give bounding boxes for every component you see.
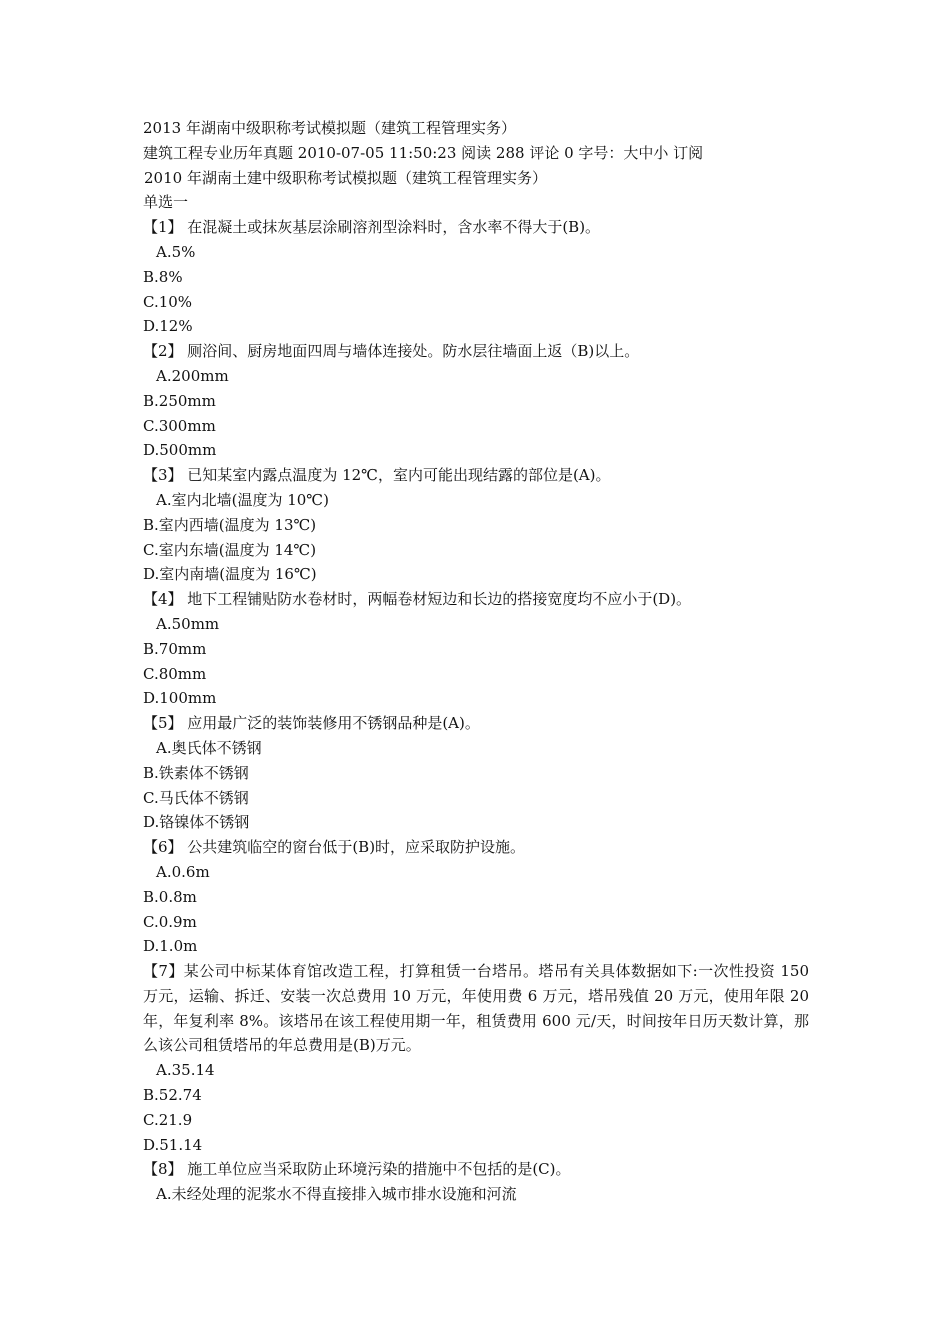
question-2-option-b: B.250mm [143,391,216,410]
question-7-option-d: D.51.14 [143,1135,203,1154]
question-6-option-a: A.0.6m [156,862,210,881]
document-subtitle: 2010 年湖南土建中级职称考试模拟题（建筑工程管理实务） [144,168,547,187]
question-6-option-c: C.0.9m [143,912,197,931]
question-3-option-c: C.室内东墙(温度为 14℃) [143,540,317,559]
question-1-option-b: B.8% [143,267,183,286]
document-title: 2013 年湖南中级职称考试模拟题（建筑工程管理实务） [143,119,516,137]
question-2-option-c: C.300mm [143,416,216,435]
question-7-option-a: A.35.14 [156,1061,215,1080]
question-stem-7: 【7】某公司中标某体育馆改造工程，打算租赁一台塔吊。塔吊有关具体数据如下:一次性投资 150 万元，运输、拆迁、安装一次总费用 10 万元，年使用费 6 万元，塔吊残值 20 万元，使用年限 20 年，年复利率 8%。该塔吊在该工程使用期一年，租赁费用 600 元/天，时间按年日历天数计算，那么该公司租赁塔吊的年总费用是(B)万元。 [143,962,809,1055]
question-8-option-a: A.未经处理的泥浆水不得直接排入城市排水设施和河流 [156,1185,517,1204]
question-stem-3: 【3】 已知某室内露点温度为 12℃，室内可能出现结露的部位是(A)。 [143,466,611,485]
question-stem-6: 【6】 公共建筑临空的窗台低于(B)时，应采取防护设施。 [143,838,526,857]
question-stem-1: 【1】 在混凝土或抹灰基层涂刷溶剂型涂料时，含水率不得大于(B)。 [143,218,601,237]
document-meta: 建筑工程专业历年真题 2010-07-05 11:50:23 阅读 288 评论 0 字号：大中小 订阅 [143,143,704,162]
question-6-option-b: B.0.8m [143,887,197,906]
question-3-option-d: D.室内南墙(温度为 16℃) [143,565,317,584]
question-stem-4: 【4】 地下工程铺贴防水卷材时，两幅卷材短边和长边的搭接宽度均不应小于(D)。 [143,590,692,609]
question-4-option-c: C.80mm [143,664,207,683]
question-2-option-a: A.200mm [156,366,229,385]
question-stem-8: 【8】 施工单位应当采取防止环境污染的措施中不包括的是(C)。 [143,1160,571,1179]
question-7-option-c: C.21.9 [143,1110,193,1129]
question-2-option-d: D.500mm [143,441,217,460]
document-content [143,116,809,1207]
question-5-option-a: A.奥氏体不锈钢 [156,738,262,757]
question-5-option-c: C.马氏体不锈钢 [143,788,249,807]
question-stem-5: 【5】 应用最广泛的装饰装修用不锈钢品种是(A)。 [143,714,480,733]
question-5-option-b: B.铁素体不锈钢 [143,763,249,782]
question-1-option-d: D.12% [143,317,193,336]
question-7-option-b: B.52.74 [143,1086,202,1105]
question-3-option-a: A.室内北墙(温度为 10℃) [156,490,329,509]
question-4-option-a: A.50mm [156,614,220,633]
question-stem-2: 【2】 厕浴间、厨房地面四周与墙体连接处。防水层往墙面上返（B)以上。 [143,342,640,361]
question-5-option-d: D.铬镍体不锈钢 [143,813,250,832]
question-1-option-c: C.10% [143,292,193,311]
question-4-option-d: D.100mm [143,689,217,708]
question-4-option-b: B.70mm [143,639,207,658]
question-3-option-b: B.室内西墙(温度为 13℃) [143,515,317,534]
question-1-option-a: A.5% [156,242,196,261]
section-heading: 单选一 [143,193,189,212]
question-6-option-d: D.1.0m [143,937,198,956]
